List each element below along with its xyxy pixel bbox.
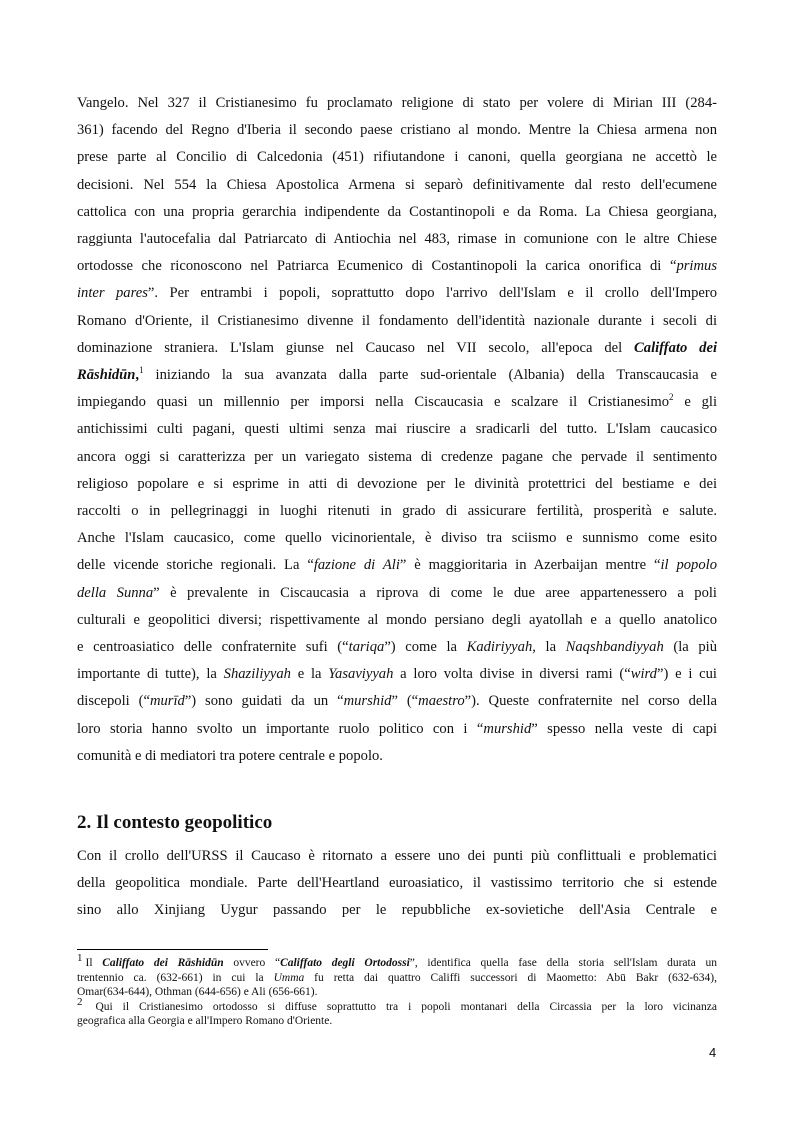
text-run: discepoli (“ [77,693,150,710]
italic-run: Kadiriyyah [466,639,533,656]
text-run: ” (“ [391,693,419,710]
text-line: religioso popolare e si esprime in atti di devozione per le divinità protettrici del bestiame e dei [77,475,717,492]
text-line: Romano d'Oriente, il Cristianesimo divenne il fondamento dell'identità nazionale durante i secoli di [77,312,717,329]
text-line: comunità e di mediatori tra potere centrale e popolo. [77,747,383,764]
bold-italic-run: Califfato degli Ortodossi [280,957,410,969]
italic-run: Yasaviyyah [328,666,394,683]
text-line [77,280,717,307]
italic-run: fazione di Ali [313,557,400,574]
text-run: fu retta dai quattro Califfi successori di Maometto: Abū Bakr (632-634), [304,971,717,984]
footnote-line [77,971,717,986]
text-run: ”) sono guidati da un “ [184,693,344,710]
italic-run: Naqshbandiyyah [565,639,664,656]
text-line [77,634,717,661]
text-line: ancora oggi si caratterizza per un variegato sistema di credenze pagane che pervade il sentimento [77,448,717,465]
text-run: iniziando la sua avanzata dalla parte sud-orientale (Albania) della Transcaucasia e [143,367,717,384]
italic-run: murshid [483,720,532,737]
section-paragraph [77,843,717,925]
text-line: decisioni. Nel 554 la Chiesa Apostolica Armena si separò definitivamente dal resto dell'ecumene [77,176,717,193]
footnote-mark: 1 [77,952,83,965]
italic-run: della Sunna [77,584,154,601]
text-run: trentennio ca. (632-661) in cui la [77,971,274,984]
text-line: della geopolitica mondiale. Parte dell'Heartland euroasiatico, il vastissimo territorio che si estende [77,875,717,892]
text-run: ”. Per entrambi i popoli, soprattutto dopo l'arrivo dell'Islam e il crollo dell'Impero [147,285,717,302]
body-paragraph [77,90,717,770]
footnote-line [77,952,717,971]
text-run: delle vicende storiche regionali. La “ [77,557,314,574]
italic-run: tariqa [348,639,385,656]
text-run: importante di tutte), la [77,666,224,683]
text-run: Qui il Cristianesimo ortodosso si diffuse soprattutto tra i popoli montanari della Circassia per la loro vicinanza [85,1000,717,1013]
page-number: 4 [709,1045,717,1060]
text-run: ”, identifica quella fase della storia sell'Islam durata un [409,957,717,969]
italic-run: Umma [273,971,305,984]
text-run: (la più [663,639,718,656]
text-run: loro storia hanno svolto un importante ruolo politico con i “ [77,720,484,737]
text-line: culturali e geopolitici diversi; rispettivamente al mondo persiano degli ayatollah e a quello anatolico [77,611,717,628]
footnote-line [77,995,717,1015]
text-line [77,389,717,416]
section-heading: 2. Il contesto geopolitico [77,812,273,833]
footnote-line: geografica alla Georgia e all'Impero Romano d'Oriente. [77,1015,333,1028]
footnote-ref-1[interactable]: 1 [139,365,144,376]
text-line [77,552,717,579]
text-run: impiegando quasi un millennio per imporsi nella Ciscaucasia e scalzare il Cristianesimo [77,394,670,411]
text-line: prese parte al Concilio di Calcedonia (451) rifiutandone i canoni, quella georgiana ne accettò le [77,149,717,166]
bold-italic-run: Rāshidūn [77,367,136,384]
text-run: ” è maggioritaria in Azerbaijan mentre “ [399,557,661,574]
text-line: Vangelo. Nel 327 il Cristianesimo fu proclamato religione di stato per volere di Mirian III (284- [77,95,717,111]
text-line: 361) facendo del Regno d'Iberia il secondo paese cristiano al mondo. Mentre la Chiesa armena non [77,122,717,139]
italic-run: wird [630,666,657,683]
section-text [77,843,717,925]
text-run: ” è prevalente in Ciscaucasia a riprova di come le due aree appartenessero a poli [153,584,717,601]
footnote-2 [77,995,717,1029]
main-text [77,90,717,770]
text-line: Rāshidūn,$^1$ iniziando la sua avanzata dalla parte sud-orientale (Albania) della Transcaucasia e [77,365,717,384]
text-line [77,688,717,715]
text-line: raccolti o in pellegrinaggi in luoghi ritenuti in grado di assicurare fertilità, prosperità e salute. [77,503,717,520]
bold-italic-run: Califfato dei [634,339,717,356]
text-run: ”). Queste confraternite nel corso della [464,693,717,710]
footnote-1 [77,952,717,1000]
text-run: e la [290,666,329,683]
text-run: ortodosse che riconoscono nel Patriarca Ecumenico di Costantinopoli la carica onorifica di “ [77,258,677,275]
text-line [77,661,717,688]
text-line [77,253,717,280]
text-line [77,580,717,607]
footnote-ref-2[interactable]: 2 [669,392,674,403]
text-run: ”) e i cui [656,666,717,683]
text-run: a loro volta divise in diversi rami (“ [393,666,631,683]
italic-run: primus [676,258,717,275]
text-line: sino allo Xinjiang Uygur passando per le repubbliche ex-sovietiche dell'Asia Centrale e [77,902,717,919]
italic-run: murshid [343,693,392,710]
text-line: Con il crollo dell'URSS il Caucaso è ritornato a essere uno dei punti più conflittuali e problematici [77,848,717,864]
text-run: e centroasiatico delle confraternite sufi (“ [77,639,349,656]
italic-run: inter pares [77,285,148,302]
footnote-line: Omar(634-644), Othman (644-656) e Ali (656-661). [77,986,318,999]
text-run: dominazione straniera. L'Islam giunse nel Caucaso nel VII secolo, all'epoca del [77,339,635,356]
text-run: , la [532,639,566,656]
italic-run: il popolo [660,557,717,574]
text-line: raggiunta l'autocefalia dal Patriarcato di Antiochia nel 483, rimase in comunione con le altre Chiese [77,231,717,248]
text-run: e gli [673,394,717,411]
italic-run: murīd [149,693,185,710]
italic-run: Shaziliyyah [223,666,291,683]
footnotes [77,952,717,1029]
text-line [77,335,717,362]
text-run: ovvero “ [223,957,281,969]
text-line: Anche l'Islam caucasico, come quello vicinorientale, è diviso tra sciismo e sunnismo come esito [77,530,717,547]
text-line [77,716,717,743]
bold-italic-run: Califfato dei Rāshidūn [102,957,224,969]
text-run: ”) come la [384,639,467,656]
text-run: ” spesso nella veste di capi [531,720,717,737]
footnote-mark: 2 [77,995,83,1008]
text-line: cattolica con una propria gerarchia indipendente da Costantinopoli e da Roma. La Chiesa georgiana, [77,203,717,220]
text-run: Il [85,957,103,969]
footnote-separator [77,949,268,950]
text-line: antichissimi culti pagani, questi ultimi senza mai riuscire a sradicarli del tutto. L'Islam caucasico [77,421,717,438]
italic-run: maestro [418,693,465,710]
